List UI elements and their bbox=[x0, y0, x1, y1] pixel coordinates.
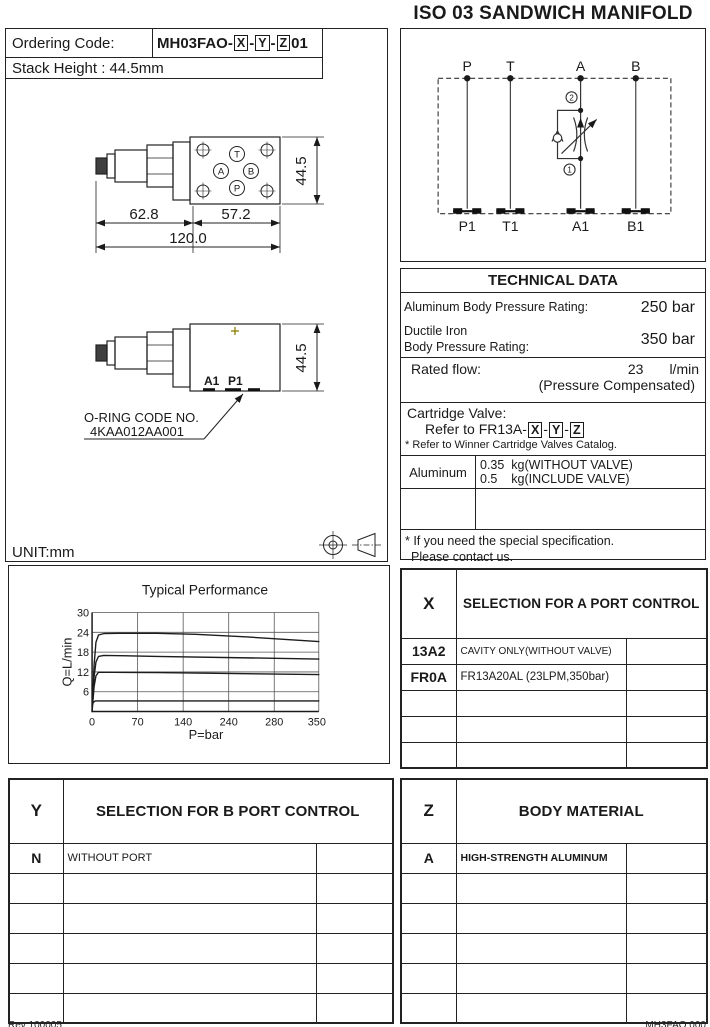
code-prefix: MH03FAO- bbox=[157, 34, 233, 52]
y-axis-ticks bbox=[77, 607, 89, 698]
y-code-header: Y bbox=[9, 779, 63, 843]
y-row-code bbox=[9, 933, 63, 963]
z-row-desc bbox=[456, 963, 626, 993]
code-box-y: Y bbox=[255, 35, 269, 51]
x-row-desc bbox=[456, 716, 626, 742]
y-row-extra bbox=[316, 903, 393, 933]
footer-revision: Rev 100005 bbox=[8, 1020, 62, 1027]
z-row-desc: HIGH-STRENGTH ALUMINUM bbox=[456, 843, 626, 873]
third-angle-projection-icon bbox=[352, 534, 381, 557]
schematic-label-p1: P1 bbox=[458, 217, 476, 234]
y-row-desc bbox=[63, 963, 316, 993]
dim-44-5-side: 44.5 bbox=[293, 343, 310, 373]
y-row-desc bbox=[63, 873, 316, 903]
z-row-extra bbox=[626, 873, 707, 903]
chart-curves bbox=[92, 633, 319, 711]
selection-table-x bbox=[400, 568, 708, 769]
svg-text:240: 240 bbox=[219, 716, 238, 729]
z-row-code bbox=[401, 933, 456, 963]
technical-data-panel bbox=[400, 268, 706, 564]
z-row-extra bbox=[626, 933, 707, 963]
ordering-code-row bbox=[6, 29, 323, 58]
svg-text:12: 12 bbox=[77, 666, 90, 679]
y-axis-label: Q=L/min bbox=[59, 637, 75, 687]
code-suffix: 01 bbox=[291, 34, 308, 52]
dim-120: 120.0 bbox=[169, 230, 207, 247]
y-row-code bbox=[9, 963, 63, 993]
chart-title: Typical Performance bbox=[141, 581, 269, 598]
z-row-extra bbox=[626, 843, 707, 873]
chart-grid bbox=[92, 613, 319, 712]
drawing-panel bbox=[5, 28, 388, 562]
y-row-desc bbox=[63, 903, 316, 933]
technical-drawings bbox=[6, 80, 386, 561]
side-label-p1: P1 bbox=[228, 374, 243, 388]
z-row-code bbox=[401, 993, 456, 1023]
cartridge-valve-section bbox=[401, 403, 705, 455]
z-row-code bbox=[401, 963, 456, 993]
z-row-code bbox=[401, 903, 456, 933]
cartridge-catalog-note: * Refer to Winner Cartridge Valves Catalog. bbox=[405, 439, 617, 452]
z-row-desc bbox=[456, 993, 626, 1023]
x-row-code: FR0A bbox=[401, 664, 456, 690]
y-row-desc bbox=[63, 993, 316, 1023]
cartridge-valve-label: Cartridge Valve: bbox=[407, 405, 507, 421]
code-sep2: - bbox=[270, 34, 276, 52]
x-row-desc: FR13A20AL (23LPM,350bar) bbox=[456, 664, 626, 690]
y-row-code bbox=[9, 993, 63, 1023]
cart-box-y: Y bbox=[549, 422, 563, 438]
schematic-label-t: T bbox=[506, 58, 515, 75]
junction-dots bbox=[464, 75, 639, 161]
port-label-a: A bbox=[217, 166, 225, 178]
selection-table-y bbox=[8, 778, 394, 1024]
z-row-desc bbox=[456, 873, 626, 903]
z-row-desc bbox=[456, 903, 626, 933]
y-row-extra bbox=[316, 843, 393, 873]
port-label-p: P bbox=[233, 183, 241, 195]
rated-flow-unit: l/min bbox=[669, 361, 699, 377]
z-code-header: Z bbox=[401, 779, 456, 843]
y-row-extra bbox=[316, 933, 393, 963]
weight-empty-cell-2 bbox=[476, 488, 705, 529]
y-row-code bbox=[9, 873, 63, 903]
ductile-rating-value: 350 bar bbox=[640, 330, 695, 348]
y-row-code: N bbox=[9, 843, 63, 873]
y-title-header: SELECTION FOR B PORT CONTROL bbox=[63, 779, 393, 843]
y-row-desc: WITHOUT PORT bbox=[63, 843, 316, 873]
schematic-label-t1: T1 bbox=[502, 217, 519, 234]
x-row-desc bbox=[456, 742, 626, 768]
technical-data-header: TECHNICAL DATA bbox=[401, 269, 705, 293]
aluminum-rating-label: Aluminum Body Pressure Rating: bbox=[404, 299, 589, 314]
top-view-drawing bbox=[96, 137, 324, 253]
node-2-label: 2 bbox=[569, 93, 574, 103]
port-label-t: T bbox=[234, 149, 240, 161]
svg-text:280: 280 bbox=[265, 716, 284, 729]
cart-box-z: Z bbox=[570, 422, 584, 438]
ductile-rating-label: Ductile Iron Body Pressure Rating: bbox=[404, 323, 530, 354]
port-pads bbox=[453, 208, 650, 214]
stack-height-row: Stack Height : 44.5mm bbox=[6, 58, 323, 79]
weight-table bbox=[401, 455, 705, 530]
y-row-extra bbox=[316, 993, 393, 1023]
weight-values-cell: 0.35 kg(WITHOUT VALVE) 0.5 kg(INCLUDE VALVE) bbox=[476, 455, 705, 488]
hex-nut bbox=[147, 145, 173, 187]
x-row-code: 13A2 bbox=[401, 638, 456, 664]
hydraulic-schematic-panel bbox=[400, 28, 706, 262]
ductile-rating-row bbox=[401, 322, 705, 357]
z-row-code bbox=[401, 873, 456, 903]
rated-flow-note: (Pressure Compensated) bbox=[538, 377, 695, 393]
svg-text:30: 30 bbox=[77, 607, 90, 620]
oring-text-line2: 4KAA012AA001 bbox=[90, 424, 184, 439]
z-row-extra bbox=[626, 993, 707, 1023]
x-row-extra bbox=[626, 690, 707, 716]
rated-flow-section bbox=[401, 357, 705, 403]
svg-text:24: 24 bbox=[77, 627, 90, 640]
dim-57-2: 57.2 bbox=[221, 206, 251, 223]
aluminum-rating-row bbox=[401, 293, 705, 322]
aluminum-rating-value: 250 bar bbox=[640, 298, 695, 316]
schematic-label-a1: A1 bbox=[572, 217, 590, 234]
svg-text:350: 350 bbox=[307, 716, 326, 729]
schematic-label-a: A bbox=[575, 58, 586, 75]
dimensions-top-view bbox=[96, 137, 324, 253]
hydraulic-schematic bbox=[401, 29, 705, 261]
schematic-label-p: P bbox=[462, 58, 472, 75]
page-title: ISO 03 SANDWICH MANIFOLD bbox=[413, 3, 693, 24]
x-row-desc bbox=[456, 690, 626, 716]
ordering-code-label: Ordering Code: bbox=[12, 34, 115, 52]
weight-material-cell: Aluminum bbox=[401, 455, 476, 488]
unit-label: UNIT:mm bbox=[12, 544, 75, 561]
performance-chart-panel bbox=[8, 565, 390, 764]
valve-stem-tip-side bbox=[96, 345, 107, 361]
x-row-desc: CAVITY ONLY(WITHOUT VALVE) bbox=[456, 638, 626, 664]
rated-flow-value: 23 bbox=[627, 361, 644, 377]
cartridge-refer-line: Refer to FR13A- X - Y - Z bbox=[401, 421, 705, 438]
x-code-header: X bbox=[401, 569, 456, 638]
datum-target-icon bbox=[319, 531, 347, 559]
schematic-label-b1: B1 bbox=[627, 217, 645, 234]
port-label-b: B bbox=[247, 166, 255, 178]
curve-17lpm bbox=[92, 655, 319, 711]
x-title-header: SELECTION FOR A PORT CONTROL bbox=[456, 569, 707, 638]
side-port-pads bbox=[203, 388, 260, 391]
y-row-desc bbox=[63, 933, 316, 963]
plus-mark bbox=[231, 327, 239, 335]
z-title-header: BODY MATERIAL bbox=[456, 779, 707, 843]
node-1-label: 1 bbox=[567, 165, 572, 175]
z-row-extra bbox=[626, 903, 707, 933]
oring-text-line1: O-RING CODE NO. bbox=[84, 410, 199, 425]
z-row-code: A bbox=[401, 843, 456, 873]
flow-direction-arrow bbox=[577, 118, 584, 128]
z-row-desc bbox=[456, 933, 626, 963]
ordering-code-value bbox=[152, 29, 312, 57]
weight-empty-cell-1 bbox=[401, 488, 476, 529]
code-box-z: Z bbox=[277, 35, 291, 51]
y-row-extra bbox=[316, 963, 393, 993]
cart-box-x: X bbox=[528, 422, 542, 438]
svg-text:140: 140 bbox=[174, 716, 193, 729]
body-flange bbox=[173, 142, 190, 200]
dim-44-5-top: 44.5 bbox=[293, 156, 310, 186]
selection-table-z bbox=[400, 778, 708, 1024]
code-box-x: X bbox=[234, 35, 248, 51]
rated-flow-label: Rated flow: bbox=[411, 361, 482, 377]
chart-axes bbox=[92, 613, 319, 712]
side-view-drawing bbox=[84, 324, 324, 439]
dim-62-8: 62.8 bbox=[129, 206, 159, 223]
svg-text:6: 6 bbox=[83, 686, 90, 699]
svg-text:70: 70 bbox=[131, 716, 144, 729]
schematic-label-b: B bbox=[631, 58, 641, 75]
x-row-extra bbox=[626, 638, 707, 664]
curve-3lpm bbox=[92, 701, 319, 706]
x-row-code bbox=[401, 690, 456, 716]
svg-text:0: 0 bbox=[89, 716, 96, 729]
x-row-code bbox=[401, 742, 456, 768]
projection-symbols bbox=[319, 531, 381, 559]
x-row-extra bbox=[626, 716, 707, 742]
side-label-a1: A1 bbox=[204, 374, 220, 388]
x-row-extra bbox=[626, 742, 707, 768]
x-axis-label: P=bar bbox=[188, 727, 224, 743]
z-row-extra bbox=[626, 963, 707, 993]
valve-stem-tip bbox=[96, 158, 107, 174]
y-row-code bbox=[9, 903, 63, 933]
y-row-extra bbox=[316, 873, 393, 903]
x-row-extra bbox=[626, 664, 707, 690]
svg-text:18: 18 bbox=[77, 647, 90, 660]
code-sep1: - bbox=[249, 34, 255, 52]
x-row-code bbox=[401, 716, 456, 742]
special-spec-note: * If you need the special specification. Please contact us. bbox=[405, 534, 615, 564]
performance-chart bbox=[9, 566, 389, 763]
footer-part-number: MH3FAO 000 bbox=[645, 1020, 706, 1027]
